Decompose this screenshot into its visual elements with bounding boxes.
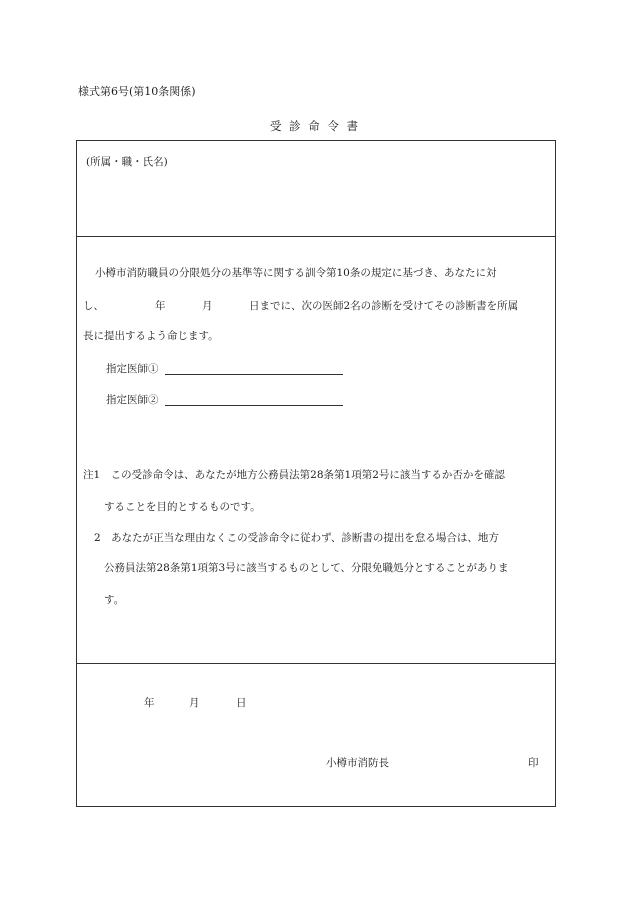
date-month-label: 月 bbox=[189, 697, 200, 709]
deadline-month-label: 月 bbox=[202, 300, 213, 312]
doctor-2-field[interactable] bbox=[165, 405, 343, 406]
body-line-2-rest: 日までに、次の医師2名の診断を受けてその診断書を所属 bbox=[249, 300, 519, 312]
issuer-name: 小樽市消防長 bbox=[326, 757, 389, 769]
note-2-line-3: す。 bbox=[104, 594, 125, 606]
doctor-2-label: 指定医師② bbox=[106, 394, 159, 406]
doctor-1-label: 指定医師① bbox=[106, 363, 159, 375]
body-line-1: 小樽市消防職員の分限処分の基準等に関する訓令第10条の規定に基づき、あなたに対 bbox=[95, 267, 497, 279]
note-1-line-2: することを目的とするものです。 bbox=[104, 501, 261, 513]
doctor-1-field[interactable] bbox=[165, 374, 343, 375]
document-title: 受 診 命 令 書 bbox=[269, 119, 361, 133]
date-year-label: 年 bbox=[144, 697, 155, 709]
deadline-year-label: 年 bbox=[155, 300, 166, 312]
form-number: 様式第6号(第10条関係) bbox=[78, 85, 196, 98]
body-line-2-start: し、 bbox=[83, 300, 104, 312]
divider-recipient bbox=[76, 236, 556, 237]
body-line-3: 長に提出するよう命じます。 bbox=[83, 330, 219, 342]
note-2-line-2: 公務員法第28条第1項第3号に該当するものとして、分限免職処分とすることがありま bbox=[104, 562, 509, 574]
note-1-line-1: 注1 この受診命令は、あなたが地方公務員法第28条第1項第2号に該当するか否かを確認 bbox=[83, 469, 505, 481]
affiliation-label: (所属・職・氏名) bbox=[86, 156, 168, 168]
seal-mark: 印 bbox=[528, 757, 539, 769]
divider-footer bbox=[76, 663, 556, 664]
date-day-label: 日 bbox=[236, 697, 247, 709]
note-2-line-1: 2 あなたが正当な理由なくこの受診命令に従わず、診断書の提出を怠る場合は、地方 bbox=[94, 532, 499, 544]
